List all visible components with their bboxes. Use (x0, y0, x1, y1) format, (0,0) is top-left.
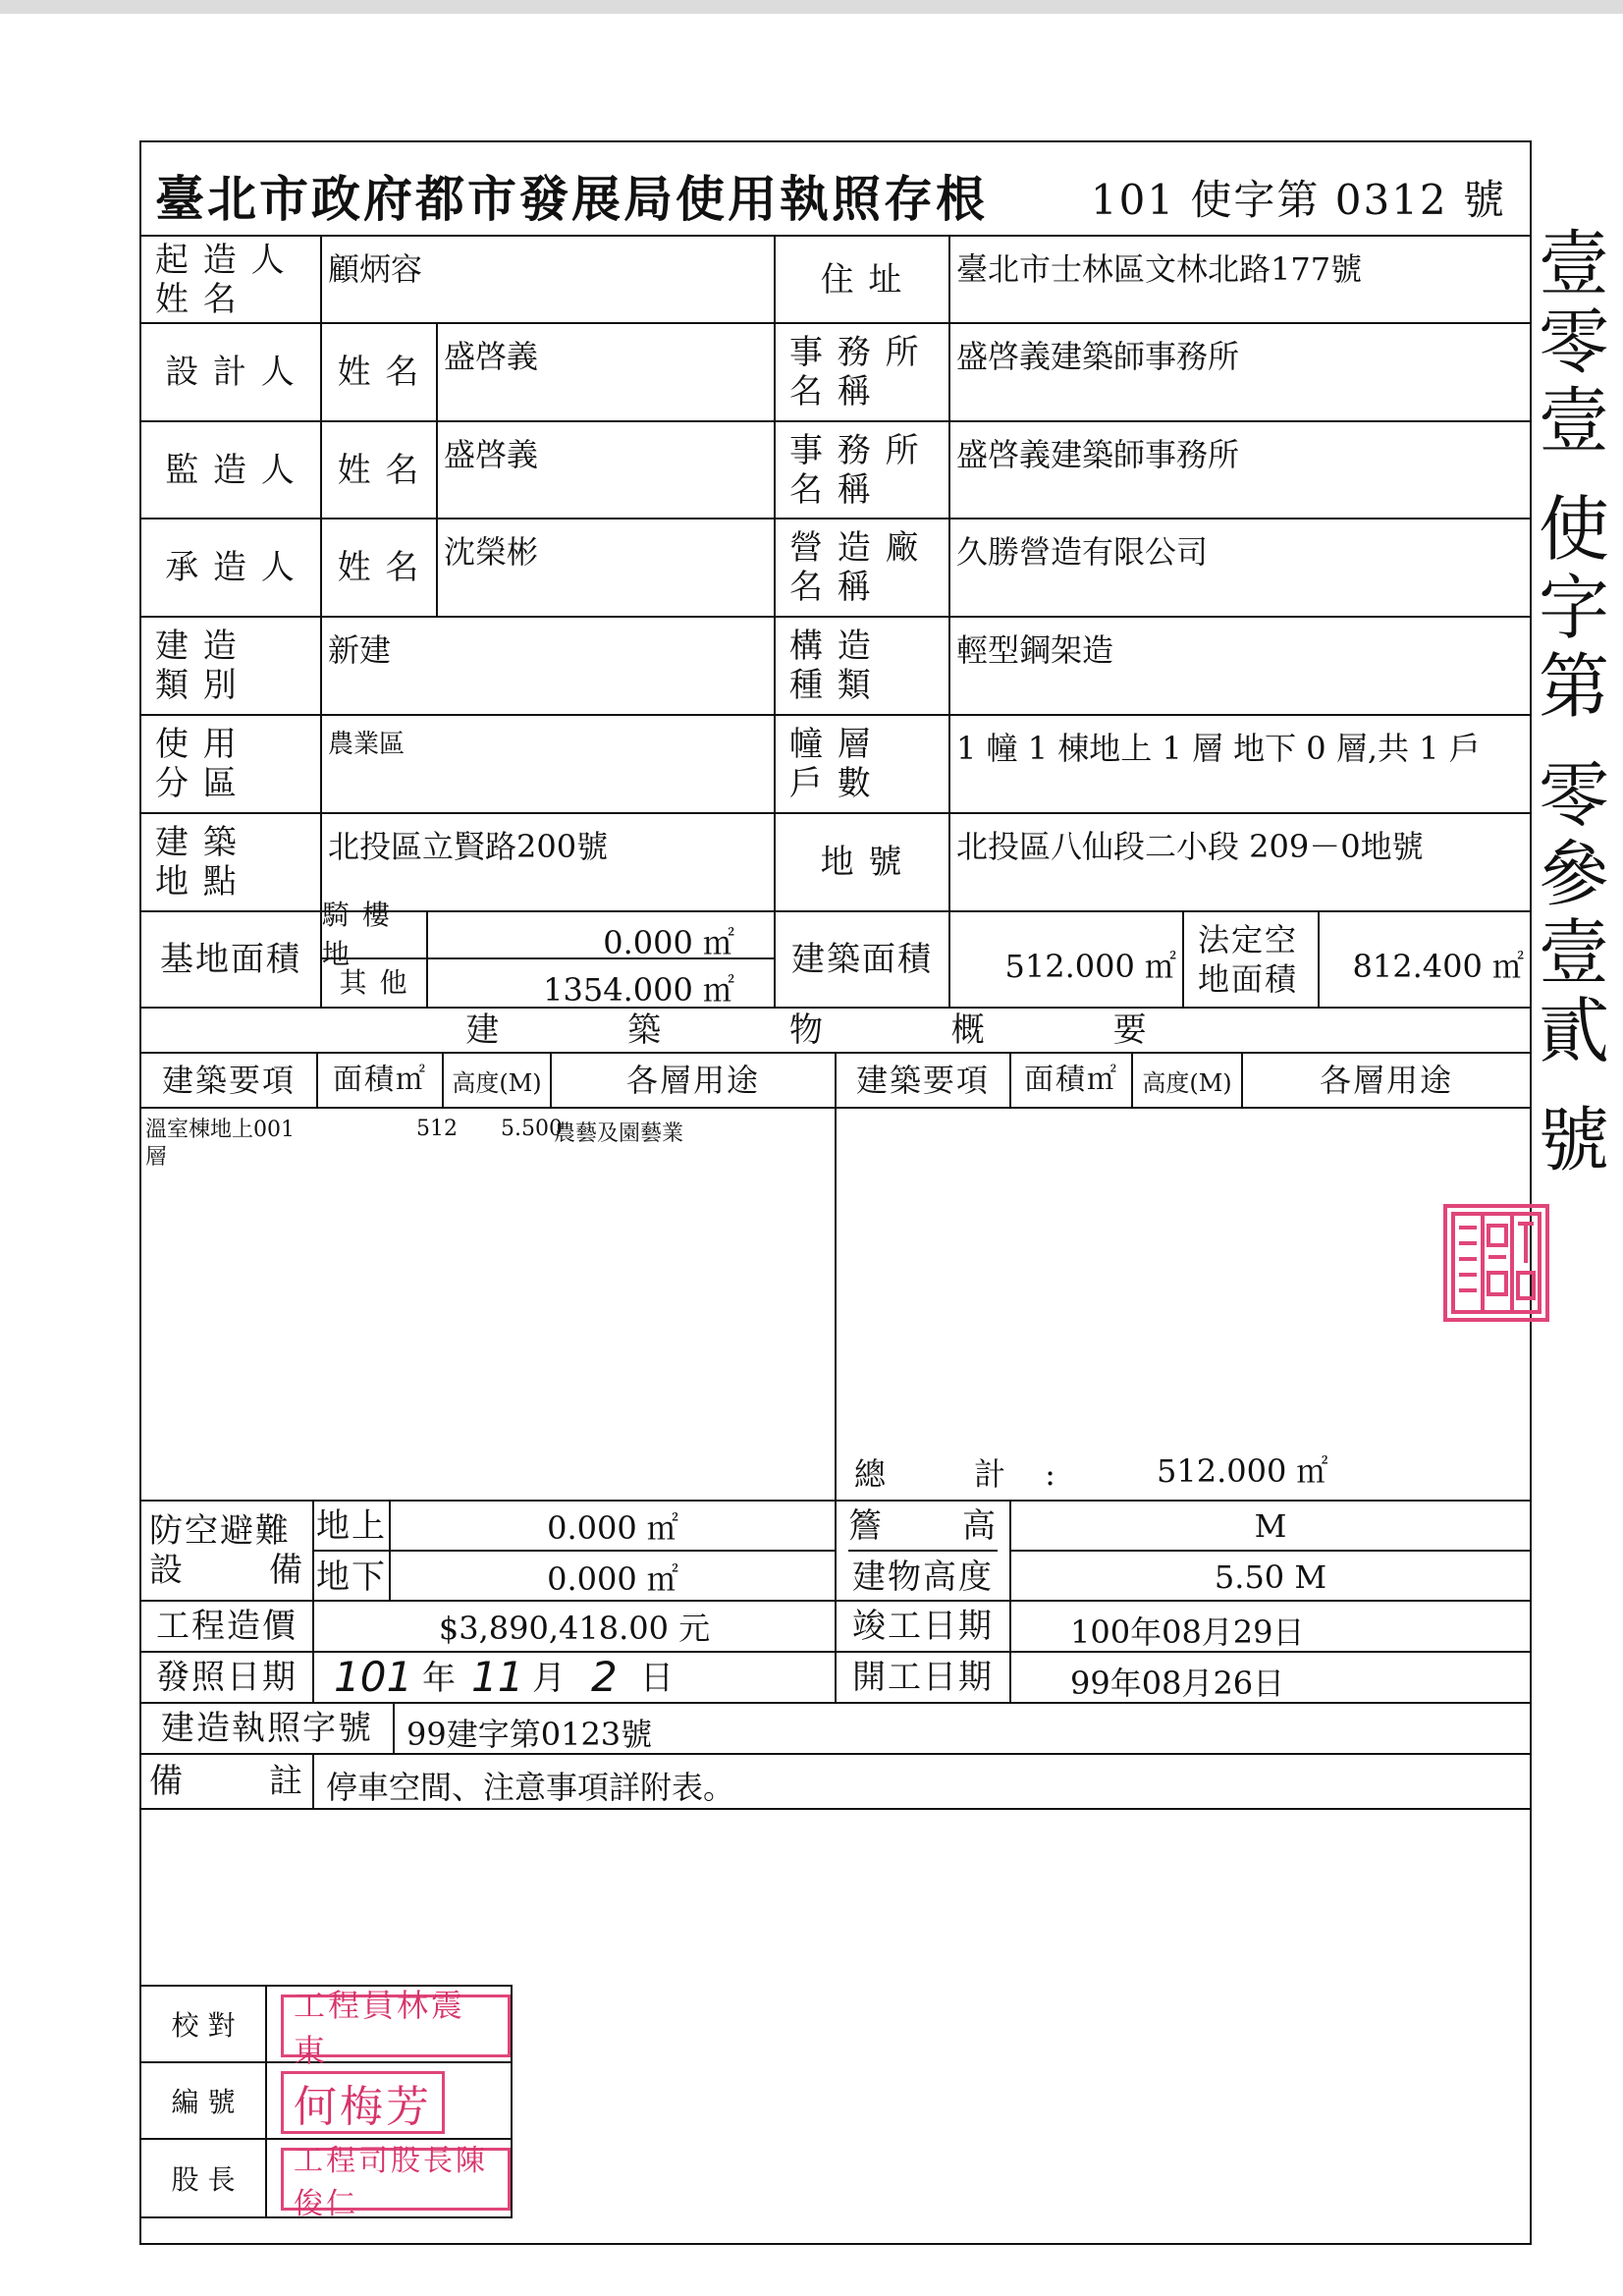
open-space-label: 法定空 地面積 (1184, 912, 1320, 1007)
approval-row-chief (141, 2140, 511, 2221)
eave-value: M (1011, 1502, 1530, 1552)
building-area-label: 建築面積 (776, 912, 950, 1007)
zoning-value: 農業區 (322, 716, 776, 812)
issue-month-unit: 月 (532, 1659, 568, 1698)
applicant-label: 起 造 人 姓 名 (141, 237, 322, 322)
overview-right (837, 1109, 1530, 1500)
overview-header (141, 1054, 1530, 1109)
cost-row (141, 1602, 1530, 1653)
overview-row-item: 溫室棟地上001 層 (145, 1118, 295, 1170)
eave-height-values (1011, 1502, 1530, 1600)
seal-glyph-icon (1447, 1208, 1545, 1318)
build-type-value: 新建 (322, 618, 776, 714)
col-item-right: 建築要項 (837, 1054, 1011, 1107)
eave-height-labels (837, 1502, 1011, 1600)
completion-value: 100年08月29日 (1070, 1613, 1305, 1651)
col-height-left: 高度(M) (444, 1054, 552, 1107)
col-use-right: 各層用途 (1319, 1062, 1453, 1099)
site-area-breakdown (322, 899, 776, 1009)
applicant-name: 顧炳容 (322, 237, 776, 322)
supervisor-office-label: 事 務 所 名 稱 (776, 422, 950, 518)
official-seal (1443, 1204, 1549, 1322)
overview-row-height: 5.500 (501, 1117, 563, 1141)
applicant-row (141, 237, 1530, 324)
lot-label: 地 號 (776, 814, 950, 910)
supervisor-name: 盛啓義 (438, 422, 776, 518)
completion-label: 竣工日期 (837, 1602, 1011, 1651)
approval-stamp: 工程司股長陳俊仁 (281, 2148, 511, 2211)
shelter-block (141, 1502, 1530, 1602)
building-permit-row (141, 1704, 1530, 1755)
units-label: 幢 層 戶 數 (776, 716, 950, 812)
document-title: 臺北市政府都市發展局使用執照存根 (155, 170, 988, 228)
total-value: 512.000 ㎡ (1157, 1452, 1328, 1490)
overview-body (141, 1109, 1530, 1502)
arcade-label: 騎 樓 地 (322, 912, 428, 957)
overview-row-use: 農藝及園藝業 (554, 1121, 684, 1146)
site-value: 北投區立賢路200號 (322, 814, 776, 910)
structure-label: 構 造 種 類 (776, 618, 950, 714)
supervisor-row (141, 422, 1530, 519)
arcade-value: 0.000 ㎡ (603, 924, 734, 961)
vertical-permit-number: 壹零壹 使字第 零參壹貳 號 (1527, 226, 1609, 1181)
designer-office: 盛啓義建築師事務所 (956, 338, 1240, 375)
approval-label: 校 對 (141, 1987, 267, 2061)
approval-label: 股 長 (141, 2140, 267, 2216)
approval-label: 編 號 (141, 2063, 267, 2138)
designer-row (141, 324, 1530, 422)
title-row (141, 142, 1530, 237)
other-line (322, 959, 774, 1007)
building-area-value: 512.000 ㎡ (950, 912, 1184, 1007)
arcade-line (322, 899, 774, 970)
lot-value: 北投區八仙段二小段 209－0地號 (956, 828, 1424, 865)
shelter-above-label: 地上 (314, 1502, 391, 1550)
contractor-label: 承 造 人 (141, 519, 322, 616)
overview-row-area: 512 (416, 1117, 458, 1141)
other-value: 1354.000 ㎡ (543, 971, 734, 1009)
col-item-left: 建築要項 (141, 1054, 318, 1107)
zoning-row (141, 716, 1530, 814)
other-label: 其 他 (322, 959, 428, 1007)
overview-left (141, 1109, 837, 1500)
shelter-below-value: 0.000 ㎡ (547, 1559, 678, 1598)
col-height-right: 高度(M) (1133, 1054, 1243, 1107)
issue-date (314, 1653, 837, 1702)
supervisor-label: 監 造 人 (141, 422, 322, 518)
issue-label: 發照日期 (141, 1653, 314, 1702)
open-space-value: 812.400 ㎡ (1352, 948, 1524, 985)
area-row (141, 899, 1530, 1009)
cost-value: $3,890,418.00 元 (314, 1602, 837, 1651)
start-value: 99年08月26日 (1070, 1665, 1285, 1702)
building-permit-label: 建造執照字號 (141, 1704, 395, 1753)
cost-label: 工程造價 (141, 1602, 314, 1651)
height-value: 5.50 M (1214, 1558, 1327, 1596)
issue-year: 101 (334, 1653, 413, 1701)
approval-stamp: 工程員林震東 (281, 1995, 511, 2057)
structure-value: 輕型鋼架造 (956, 631, 1114, 669)
build-type-label: 建 造 類 別 (141, 618, 322, 714)
remarks-value: 停車空間、注意事項詳附表。 (326, 1769, 735, 1806)
shelter-label: 防空避難 設 備 (141, 1502, 314, 1600)
site-area-label: 基地面積 (141, 912, 322, 1007)
issue-year-unit: 年 (422, 1659, 458, 1698)
total-label: 總 計: (854, 1455, 1095, 1493)
scan-edge (0, 0, 1623, 14)
contractor-name-label: 姓 名 (322, 519, 438, 616)
approval-box (139, 1985, 513, 2221)
units-value: 1 幢 1 棟地上 1 層 地下 0 層,共 1 戶 (956, 730, 1481, 767)
issue-month: 11 (471, 1653, 524, 1701)
approval-stamp: 何梅芳 (281, 2071, 445, 2134)
start-label: 開工日期 (837, 1653, 1011, 1702)
designer-label: 設 計 人 (141, 324, 322, 420)
permit-stub-form (139, 140, 1532, 2245)
shelter-below-label: 地下 (314, 1552, 391, 1602)
approval-row-proofread (141, 1987, 511, 2069)
designer-name-label: 姓 名 (322, 324, 438, 420)
build-type-row (141, 618, 1530, 716)
shelter-above (314, 1502, 835, 1552)
building-permit-value: 99建字第0123號 (406, 1716, 653, 1753)
shelter-above-value: 0.000 ㎡ (547, 1508, 678, 1547)
approval-row-number (141, 2063, 511, 2140)
permit-number: 101 使字第 0312 號 (1090, 176, 1506, 224)
zoning-label: 使 用 分 區 (141, 716, 322, 812)
site-label: 建 築 地 點 (141, 814, 322, 910)
remarks-row (141, 1755, 1530, 1810)
issue-row (141, 1653, 1530, 1704)
remarks-label: 備 註 (141, 1755, 314, 1808)
shelter-below (314, 1552, 835, 1602)
contractor-name: 沈榮彬 (438, 519, 776, 616)
issue-day-unit: 日 (640, 1659, 676, 1698)
eave-label: 簷 高 (848, 1502, 998, 1552)
supervisor-office: 盛啓義建築師事務所 (956, 436, 1240, 473)
height-label: 建物高度 (852, 1557, 994, 1597)
col-area-left: 面積㎡ (318, 1054, 444, 1107)
contractor-firm-label: 營 造 廠 名 稱 (776, 519, 950, 616)
applicant-address: 臺北市士林區文林北路177號 (956, 250, 1363, 288)
designer-name: 盛啓義 (438, 324, 776, 420)
col-use-left: 各層用途 (552, 1054, 837, 1107)
shelter-values (314, 1502, 837, 1600)
address-label: 住 址 (776, 237, 950, 322)
issue-day: 2 (591, 1653, 618, 1701)
overview-title: 建 築 物 概 要 (141, 1009, 1530, 1054)
col-area-right: 面積㎡ (1011, 1054, 1133, 1107)
contractor-firm: 久勝營造有限公司 (956, 533, 1209, 571)
contractor-row (141, 519, 1530, 618)
supervisor-name-label: 姓 名 (322, 422, 438, 518)
designer-office-label: 事 務 所 名 稱 (776, 324, 950, 420)
